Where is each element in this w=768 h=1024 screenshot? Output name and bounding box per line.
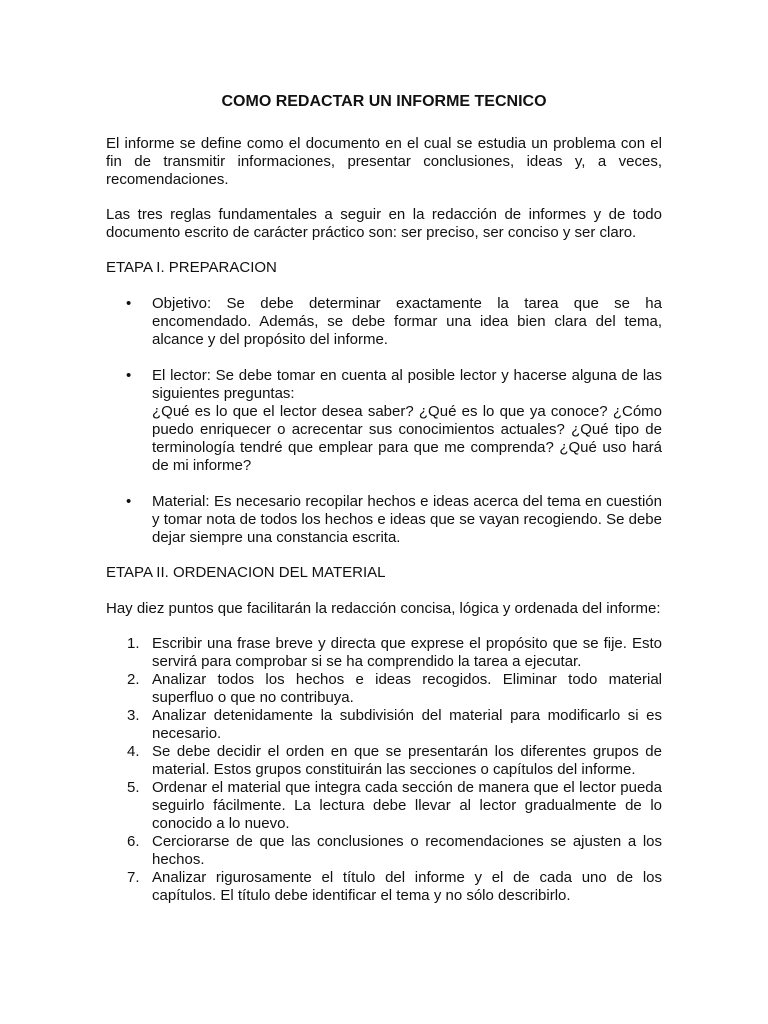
step-text: Escribir una frase breve y directa que exprese el propósito que se fije. Esto servirá para comprobar si se ha comprendido la tarea a ejecutar.: [152, 635, 662, 670]
list-item-text: Material: Es necesario recopilar hechos e ideas acerca del tema en cuestión y tomar nota de todos los hechos e ideas que se vayan recogiendo. Se debe dejar siempre una constancia escrita.: [152, 493, 662, 546]
list-item-text: El lector: Se debe tomar en cuenta al posible lector y hacerse alguna de las siguientes preguntas:: [152, 367, 662, 402]
step-text: Analizar detenidamente la subdivisión del material para modificarlo si es necesario.: [152, 707, 662, 742]
step-text: Cerciorarse de que las conclusiones o recomendaciones se ajusten a los hechos.: [152, 833, 662, 868]
step-number: 3.: [127, 707, 140, 724]
list-item: [106, 635, 662, 671]
step-number: 2.: [127, 671, 140, 688]
list-item: [106, 671, 662, 707]
step-number: 4.: [127, 743, 140, 760]
step-text: Ordenar el material que integra cada sección de manera que el lector pueda seguirlo fácilmente. La lectura debe llevar al lector gradualmente de lo conocido a lo nuevo.: [152, 779, 662, 832]
list-item: [106, 295, 662, 349]
page-title: COMO REDACTAR UN INFORME TECNICO: [221, 93, 547, 110]
bullet-icon: •: [126, 295, 132, 312]
list-item: [106, 779, 662, 833]
bullet-icon: •: [126, 367, 132, 384]
stage-2-numbered-list: [106, 635, 662, 905]
bullet-icon: •: [126, 493, 132, 510]
step-number: 5.: [127, 779, 140, 796]
list-item: [106, 493, 662, 547]
reader-questions: ¿Qué es lo que el lector desea saber? ¿Qué es lo que ya conoce? ¿Cómo puedo enriquecer o acrecentar sus conocimientos actuales? ¿Qué tipo de terminología tendré que emplear para que me comprenda? ¿Qué uso hará de mi informe?: [152, 403, 662, 474]
step-number: 7.: [127, 869, 140, 886]
step-text: Se debe decidir el orden en que se presentarán los diferentes grupos de material. Estos grupos constituirán las secciones o capítulos del informe.: [152, 743, 662, 778]
step-number: 1.: [127, 635, 140, 652]
step-text: Analizar rigurosamente el título del informe y el de cada uno de los capítulos. El título debe identificar el tema y no sólo describirlo.: [152, 869, 662, 904]
list-item-text: Objetivo: Se debe determinar exactamente la tarea que se ha encomendado. Además, se debe formar una idea bien clara del tema, alcance y del propósito del informe.: [152, 295, 662, 348]
intro-paragraph-1: El informe se define como el documento en el cual se estudia un problema con el fin de transmitir informaciones, presentar conclusiones, ideas y, a veces, recomendaciones.: [106, 135, 662, 188]
stage-1-bullet-list: [106, 295, 662, 547]
list-item: [106, 743, 662, 779]
document-page: [106, 92, 662, 905]
list-item: [106, 869, 662, 905]
stage-1-heading: ETAPA I. PREPARACION: [106, 259, 277, 276]
stage-2-heading: ETAPA II. ORDENACION DEL MATERIAL: [106, 564, 386, 581]
step-number: 6.: [127, 833, 140, 850]
list-item: [106, 833, 662, 869]
list-item: [106, 707, 662, 743]
list-item: [106, 367, 662, 475]
step-text: Analizar todos los hechos e ideas recogidos. Eliminar todo material superfluo o que no contribuya.: [152, 671, 662, 706]
stage-2-intro: Hay diez puntos que facilitarán la redacción concisa, lógica y ordenada del informe:: [106, 600, 661, 617]
intro-paragraph-2: Las tres reglas fundamentales a seguir en la redacción de informes y de todo documento escrito de carácter práctico son: ser preciso, ser conciso y ser claro.: [106, 206, 662, 241]
